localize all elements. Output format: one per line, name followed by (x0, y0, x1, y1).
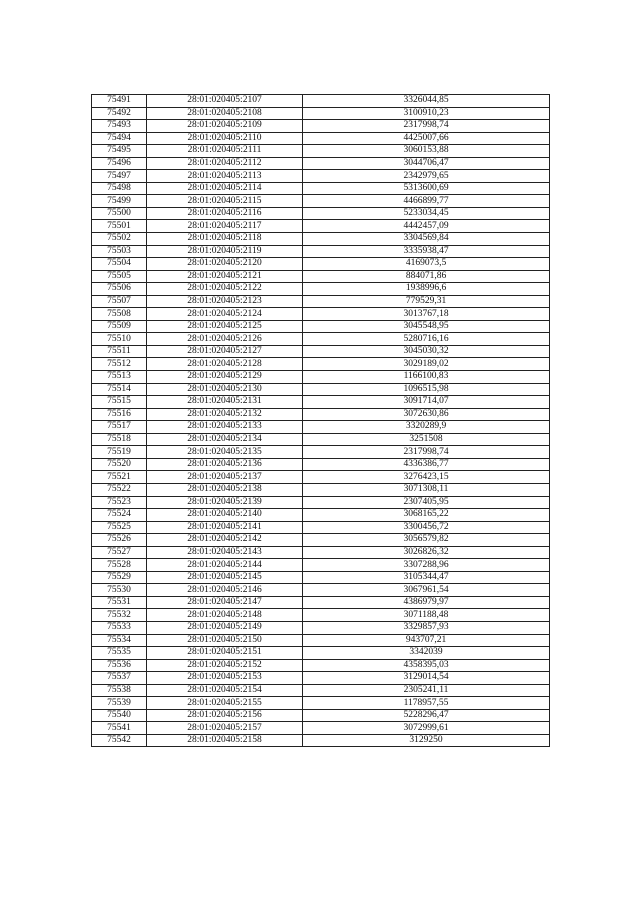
cadastral-value-cell: 884071,86 (303, 270, 550, 283)
row-number-cell: 75510 (92, 333, 147, 346)
cadastral-number-cell: 28:01:020405:2155 (147, 697, 303, 710)
row-number-cell: 75517 (92, 421, 147, 434)
cadastral-value-cell: 1096515,98 (303, 383, 550, 396)
cadastral-number-cell: 28:01:020405:2150 (147, 634, 303, 647)
cadastral-value-cell: 1178957,55 (303, 697, 550, 710)
cadastral-value-cell: 4425007,66 (303, 132, 550, 145)
row-number-cell: 75509 (92, 320, 147, 333)
cadastral-value-cell: 3026826,32 (303, 546, 550, 559)
row-number-cell: 75532 (92, 609, 147, 622)
table-row (92, 483, 550, 496)
row-number-cell: 75519 (92, 446, 147, 459)
row-number-cell: 75516 (92, 408, 147, 421)
cadastral-value-cell: 3304569,84 (303, 233, 550, 246)
row-number-cell: 75539 (92, 697, 147, 710)
row-number-cell: 75541 (92, 722, 147, 735)
cadastral-value-cell: 3068165,22 (303, 509, 550, 522)
cadastral-number-cell: 28:01:020405:2147 (147, 596, 303, 609)
table-row (92, 659, 550, 672)
cadastral-value-cell: 3326044,85 (303, 95, 550, 108)
cadastral-number-cell: 28:01:020405:2128 (147, 358, 303, 371)
cadastral-value-cell: 3072999,61 (303, 722, 550, 735)
table-row (92, 571, 550, 584)
row-number-cell: 75494 (92, 132, 147, 145)
row-number-cell: 75512 (92, 358, 147, 371)
cadastral-number-cell: 28:01:020405:2109 (147, 120, 303, 133)
table-row (92, 471, 550, 484)
cadastral-number-cell: 28:01:020405:2125 (147, 320, 303, 333)
cadastral-value-cell: 3067961,54 (303, 584, 550, 597)
cadastral-value-cell: 3129250 (303, 734, 550, 747)
row-number-cell: 75533 (92, 621, 147, 634)
table-row (92, 609, 550, 622)
cadastral-value-cell: 2307405,95 (303, 496, 550, 509)
row-number-cell: 75535 (92, 647, 147, 660)
row-number-cell: 75522 (92, 483, 147, 496)
cadastral-value-cell: 3105344,47 (303, 571, 550, 584)
cadastral-value-cell: 1938996,6 (303, 283, 550, 296)
cadastral-number-cell: 28:01:020405:2112 (147, 157, 303, 170)
cadastral-value-cell: 4169073,5 (303, 258, 550, 271)
cadastral-number-cell: 28:01:020405:2120 (147, 258, 303, 271)
row-number-cell: 75501 (92, 220, 147, 233)
row-number-cell: 75521 (92, 471, 147, 484)
cadastral-value-cell: 3029189,02 (303, 358, 550, 371)
cadastral-value-cell: 5233034,45 (303, 207, 550, 220)
table-row (92, 458, 550, 471)
table-row (92, 157, 550, 170)
cadastral-number-cell: 28:01:020405:2158 (147, 734, 303, 747)
cadastral-number-cell: 28:01:020405:2116 (147, 207, 303, 220)
cadastral-value-cell: 3329857,93 (303, 621, 550, 634)
cadastral-number-cell: 28:01:020405:2135 (147, 446, 303, 459)
cadastral-value-cell: 2317998,74 (303, 446, 550, 459)
table-row (92, 145, 550, 158)
cadastral-value-cell: 4386979,97 (303, 596, 550, 609)
cadastral-number-cell: 28:01:020405:2130 (147, 383, 303, 396)
cadastral-number-cell: 28:01:020405:2153 (147, 672, 303, 685)
cadastral-value-cell: 2317998,74 (303, 120, 550, 133)
table-row (92, 320, 550, 333)
cadastral-value-cell: 2342979,65 (303, 170, 550, 183)
table-row (92, 634, 550, 647)
row-number-cell: 75513 (92, 371, 147, 384)
cadastral-value-cell: 3091714,07 (303, 396, 550, 409)
row-number-cell: 75507 (92, 295, 147, 308)
cadastral-value-cell: 5313600,69 (303, 182, 550, 195)
cadastral-value-cell: 3100910,23 (303, 107, 550, 120)
table-row (92, 333, 550, 346)
table-row (92, 734, 550, 747)
cadastral-number-cell: 28:01:020405:2118 (147, 233, 303, 246)
row-number-cell: 75524 (92, 509, 147, 522)
row-number-cell: 75518 (92, 433, 147, 446)
cadastral-number-cell: 28:01:020405:2124 (147, 308, 303, 321)
row-number-cell: 75492 (92, 107, 147, 120)
cadastral-value-cell: 5228296,47 (303, 709, 550, 722)
cadastral-number-cell: 28:01:020405:2142 (147, 534, 303, 547)
cadastral-number-cell: 28:01:020405:2152 (147, 659, 303, 672)
table-row (92, 697, 550, 710)
table-row (92, 621, 550, 634)
table-row (92, 233, 550, 246)
table-row (92, 120, 550, 133)
cadastral-value-cell: 1166100,83 (303, 371, 550, 384)
row-number-cell: 75506 (92, 283, 147, 296)
cadastral-number-cell: 28:01:020405:2129 (147, 371, 303, 384)
cadastral-value-cell: 3335938,47 (303, 245, 550, 258)
row-number-cell: 75542 (92, 734, 147, 747)
row-number-cell: 75502 (92, 233, 147, 246)
row-number-cell: 75495 (92, 145, 147, 158)
table-row (92, 132, 550, 145)
row-number-cell: 75499 (92, 195, 147, 208)
cadastral-number-cell: 28:01:020405:2148 (147, 609, 303, 622)
row-number-cell: 75520 (92, 458, 147, 471)
row-number-cell: 75531 (92, 596, 147, 609)
cadastral-number-cell: 28:01:020405:2111 (147, 145, 303, 158)
cadastral-value-cell: 3071188,48 (303, 609, 550, 622)
cadastral-number-cell: 28:01:020405:2139 (147, 496, 303, 509)
cadastral-value-cell: 3129014,54 (303, 672, 550, 685)
table-row (92, 345, 550, 358)
cadastral-number-cell: 28:01:020405:2138 (147, 483, 303, 496)
table-row (92, 509, 550, 522)
table-row (92, 559, 550, 572)
cadastral-number-cell: 28:01:020405:2145 (147, 571, 303, 584)
cadastral-value-cell: 3013767,18 (303, 308, 550, 321)
cadastral-value-cell: 4442457,09 (303, 220, 550, 233)
cadastral-value-cell: 943707,21 (303, 634, 550, 647)
row-number-cell: 75514 (92, 383, 147, 396)
cadastral-value-cell: 4336386,77 (303, 458, 550, 471)
cadastral-number-cell: 28:01:020405:2144 (147, 559, 303, 572)
table-row (92, 383, 550, 396)
cadastral-number-cell: 28:01:020405:2121 (147, 270, 303, 283)
table-row (92, 245, 550, 258)
cadastral-number-cell: 28:01:020405:2146 (147, 584, 303, 597)
row-number-cell: 75537 (92, 672, 147, 685)
table-row (92, 258, 550, 271)
cadastral-number-cell: 28:01:020405:2132 (147, 408, 303, 421)
table-body (92, 95, 550, 747)
row-number-cell: 75538 (92, 684, 147, 697)
table-row (92, 722, 550, 735)
cadastral-value-cell: 779529,31 (303, 295, 550, 308)
cadastral-number-cell: 28:01:020405:2123 (147, 295, 303, 308)
table-row (92, 584, 550, 597)
cadastral-number-cell: 28:01:020405:2126 (147, 333, 303, 346)
row-number-cell: 75505 (92, 270, 147, 283)
cadastral-number-cell: 28:01:020405:2141 (147, 521, 303, 534)
row-number-cell: 75515 (92, 396, 147, 409)
cadastral-number-cell: 28:01:020405:2149 (147, 621, 303, 634)
table-row (92, 308, 550, 321)
cadastral-number-cell: 28:01:020405:2117 (147, 220, 303, 233)
cadastral-number-cell: 28:01:020405:2107 (147, 95, 303, 108)
table-row (92, 709, 550, 722)
cadastral-number-cell: 28:01:020405:2133 (147, 421, 303, 434)
cadastral-value-cell: 3307288,96 (303, 559, 550, 572)
row-number-cell: 75526 (92, 534, 147, 547)
cadastral-number-cell: 28:01:020405:2154 (147, 684, 303, 697)
cadastral-value-cell: 3300456,72 (303, 521, 550, 534)
row-number-cell: 75529 (92, 571, 147, 584)
cadastral-number-cell: 28:01:020405:2151 (147, 647, 303, 660)
cadastral-value-cell: 3044706,47 (303, 157, 550, 170)
row-number-cell: 75504 (92, 258, 147, 271)
row-number-cell: 75500 (92, 207, 147, 220)
table-row (92, 446, 550, 459)
table-row (92, 496, 550, 509)
cadastral-number-cell: 28:01:020405:2134 (147, 433, 303, 446)
cadastral-value-cell: 3056579,82 (303, 534, 550, 547)
cadastral-number-cell: 28:01:020405:2119 (147, 245, 303, 258)
cadastral-value-cell: 3045030,32 (303, 345, 550, 358)
row-number-cell: 75493 (92, 120, 147, 133)
table-row (92, 596, 550, 609)
cadastral-number-cell: 28:01:020405:2108 (147, 107, 303, 120)
row-number-cell: 75491 (92, 95, 147, 108)
table-row (92, 170, 550, 183)
table-row (92, 433, 550, 446)
row-number-cell: 75508 (92, 308, 147, 321)
cadastral-value-cell: 3276423,15 (303, 471, 550, 484)
row-number-cell: 75527 (92, 546, 147, 559)
row-number-cell: 75497 (92, 170, 147, 183)
cadastral-number-cell: 28:01:020405:2113 (147, 170, 303, 183)
row-number-cell: 75530 (92, 584, 147, 597)
cadastral-value-cell: 4466899,77 (303, 195, 550, 208)
cadastral-number-cell: 28:01:020405:2157 (147, 722, 303, 735)
cadastral-value-cell: 3060153,88 (303, 145, 550, 158)
table-row (92, 107, 550, 120)
cadastral-value-cell: 5280716,16 (303, 333, 550, 346)
row-number-cell: 75540 (92, 709, 147, 722)
cadastral-value-cell: 3072630,86 (303, 408, 550, 421)
row-number-cell: 75511 (92, 345, 147, 358)
table-row (92, 672, 550, 685)
row-number-cell: 75525 (92, 521, 147, 534)
table-row (92, 283, 550, 296)
cadastral-number-cell: 28:01:020405:2156 (147, 709, 303, 722)
table-row (92, 684, 550, 697)
cadastral-number-cell: 28:01:020405:2136 (147, 458, 303, 471)
cadastral-value-cell: 2305241,11 (303, 684, 550, 697)
row-number-cell: 75496 (92, 157, 147, 170)
cadastral-number-cell: 28:01:020405:2114 (147, 182, 303, 195)
row-number-cell: 75528 (92, 559, 147, 572)
table-row (92, 421, 550, 434)
table-row (92, 534, 550, 547)
table-row (92, 647, 550, 660)
table-row (92, 408, 550, 421)
cadastral-value-cell: 4358395,03 (303, 659, 550, 672)
table-row (92, 207, 550, 220)
table-row (92, 195, 550, 208)
cadastral-value-cell: 3251508 (303, 433, 550, 446)
table-row (92, 546, 550, 559)
row-number-cell: 75534 (92, 634, 147, 647)
cadastral-value-table (91, 94, 550, 747)
cadastral-number-cell: 28:01:020405:2110 (147, 132, 303, 145)
table-row (92, 270, 550, 283)
table-row (92, 358, 550, 371)
cadastral-number-cell: 28:01:020405:2127 (147, 345, 303, 358)
cadastral-number-cell: 28:01:020405:2137 (147, 471, 303, 484)
cadastral-value-cell: 3045548,95 (303, 320, 550, 333)
row-number-cell: 75503 (92, 245, 147, 258)
table-row (92, 396, 550, 409)
table-row (92, 371, 550, 384)
cadastral-number-cell: 28:01:020405:2140 (147, 509, 303, 522)
cadastral-value-cell: 3342039 (303, 647, 550, 660)
table-row (92, 295, 550, 308)
table-row (92, 95, 550, 108)
cadastral-value-cell: 3320289,9 (303, 421, 550, 434)
table-row (92, 182, 550, 195)
row-number-cell: 75523 (92, 496, 147, 509)
table-row (92, 220, 550, 233)
cadastral-value-cell: 3071308,11 (303, 483, 550, 496)
row-number-cell: 75498 (92, 182, 147, 195)
cadastral-number-cell: 28:01:020405:2131 (147, 396, 303, 409)
cadastral-number-cell: 28:01:020405:2143 (147, 546, 303, 559)
cadastral-number-cell: 28:01:020405:2122 (147, 283, 303, 296)
cadastral-number-cell: 28:01:020405:2115 (147, 195, 303, 208)
table-row (92, 521, 550, 534)
row-number-cell: 75536 (92, 659, 147, 672)
